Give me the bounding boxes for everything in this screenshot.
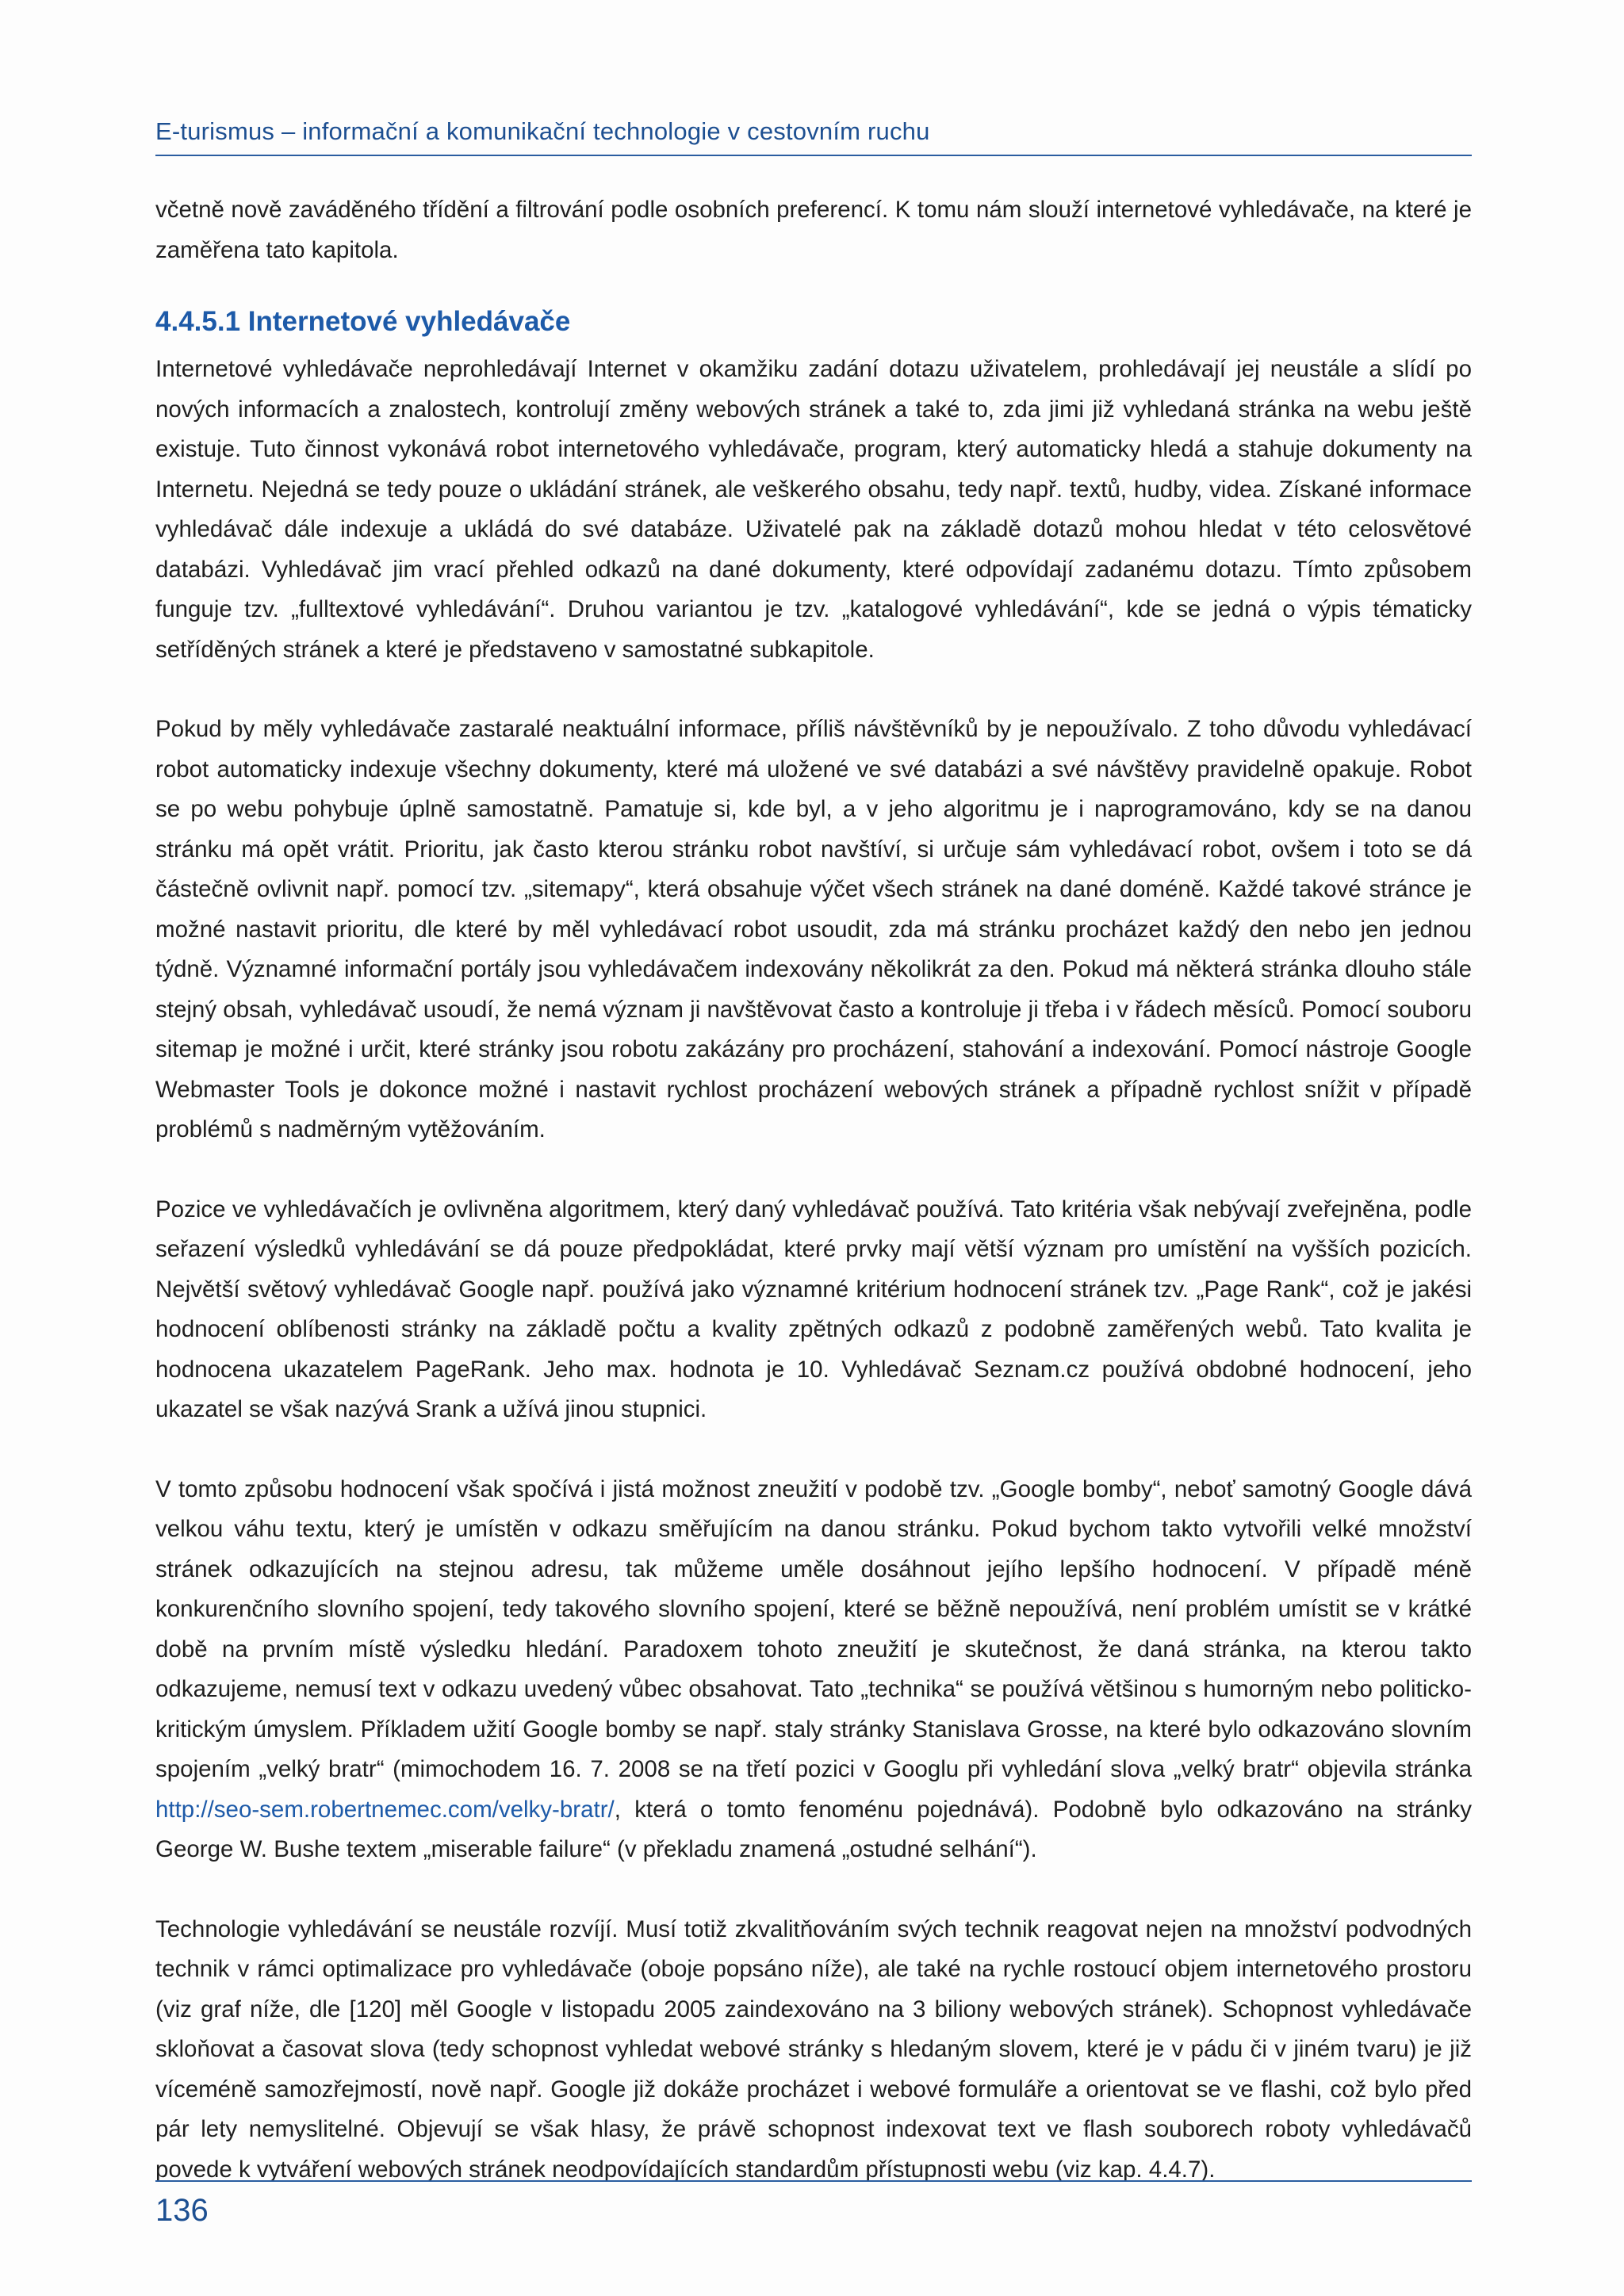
paragraph-4-text-after-link: , která o tomto fenoménu pojednává). Podobně bylo odkazováno na stránky George W. Bushe textem „miserable failure“ (v překladu znamená „ostudné selhání“). xyxy=(155,1796,1472,1862)
footer-rule xyxy=(155,2180,1472,2182)
paragraph-gap xyxy=(155,670,1472,710)
intro-paragraph: včetně nově zaváděného třídění a filtrování podle osobních preferencí. K tomu nám slouží internetové vyhledávače, na které je zaměřena tato kapitola. xyxy=(155,197,1472,263)
paragraph-gap xyxy=(155,1870,1472,1910)
seo-sem-link[interactable]: http://seo-sem.robertnemec.com/velky-bratr/ xyxy=(155,1796,615,1823)
paragraph-3: Pozice ve vyhledávačích je ovlivněna algoritmem, který daný vyhledávač používá. Tato kritéria však nebývají zveřejněna, podle seřazení výsledků vyhledávání se dá pouze předpokládat, které prvky mají větší význam pro umístění na vyšších pozicích. Největší světový vyhledávač Google např. používá jako významné kritérium hodnocení stránek tzv. „Page Rank“, což je jakési hodnocení oblíbenosti stránky na základě počtu a kvality zpětných odkazů z podobně zaměřených webů. Tato kvalita je hodnocena ukazatelem PageRank. Jeho max. hodnota je 10. Vyhledávač Seznam.cz používá obdobné hodnocení, jeho ukazatel se však nazývá Srank a užívá jinou stupnici. xyxy=(155,1196,1472,1422)
body-content xyxy=(155,190,1472,2190)
paragraph-gap xyxy=(155,1430,1472,1470)
paragraph-5: Technologie vyhledávání se neustále rozvíjí. Musí totiž zkvalitňováním svých technik reagovat nejen na množství podvodných technik v rámci optimalizace pro vyhledávače (oboje popsáno níže), ale také na rychle rostoucí objem internetového prostoru (viz graf níže, dle [120] měl Google v listopadu 2005 zaindexováno na 3 biliony webových stránek). Schopnost vyhledávače skloňovat a časovat slova (tedy schopnost vyhledat webové stránky s hledaným slovem, které je v pádu či v jiném tvaru) je již víceméně samozřejmostí, nově např. Google již dokáže procházet i webové formuláře a orientovat se ve flashi, což bylo před pár lety nemyslitelné. Objevují se však hlasy, že právě schopnost indexovat text ve flash souborech roboty vyhledávačů povede k vytváření webových stránek neodpovídajících standardům přístupnosti webu (viz kap. 4.4.7). xyxy=(155,1915,1472,2183)
paragraph-4-text-before-link: V tomto způsobu hodnocení však spočívá i jistá možnost zneužití v podobě tzv. „Google bomby“, neboť samotný Google dává velkou váhu textu, který je umístěn v odkazu směřujícím na danou stránku. Pokud bychom takto vytvořili velké množství stránek odkazujících na stejnou adresu, tak můžeme uměle dosáhnout jejího lepšího hodnocení. V případě méně konkurenčního slovního spojení, tedy takového slovního spojení, které se běžně nepoužívá, není problém umístit se v krátké době na prvním místě výsledku hledání. Paradoxem tohoto zneužití je skutečnost, že daná stránka, na kterou takto odkazujeme, nemusí text v odkazu uvedený vůbec obsahovat. Tato „technika“ se používá většinou s humorným nebo politicko-kritickým úmyslem. Příkladem užití Google bomby se např. staly stránky Stanislava Grosse, na které bylo odkazováno slovním spojením „velký bratr“ (mimochodem 16. 7. 2008 se na třetí pozici v Googlu při vyhledání slova „velký bratr“ objevila stránka xyxy=(155,1475,1472,1782)
paragraph-1: Internetové vyhledávače neprohledávají Internet v okamžiku zadání dotazu uživatelem, prohledávají jej neustále a slídí po nových informacích a znalostech, kontrolují změny webových stránek a také to, zda jimi již vyhledaná stránka na webu ještě existuje. Tuto činnost vykonává robot internetového vyhledávače, program, který automaticky hledá a stahuje dokumenty na Internetu. Nejedná se tedy pouze o ukládání stránek, ale veškerého obsahu, tedy např. textů, hudby, videa. Získané informace vyhledávač dále indexuje a ukládá do své databáze. Uživatelé pak na základě dotazů mohou hledat v této celosvětové databázi. Vyhledávač jim vrací přehled odkazů na dané dokumenty, které odpovídají zadanému dotazu. Tímto způsobem funguje tzv. „fulltextové vyhledávání“. Druhou variantou je tzv. „katalogové vyhledávání“, kde se jedná o výpis tématicky setříděných stránek a které je představeno v samostatné subkapitole. xyxy=(155,356,1472,663)
paragraph-4 xyxy=(155,1470,1472,1870)
section-heading: 4.4.5.1 Internetové vyhledávače xyxy=(155,306,571,337)
paragraph-2: Pokud by měly vyhledávače zastaralé neaktuální informace, příliš návštěvníků by je nepoužívalo. Z toho důvodu vyhledávací robot automaticky indexuje všechny dokumenty, které má uložené ve své databázi a své návštěvy pravidelně opakuje. Robot se po webu pohybuje úplně samostatně. Pamatuje si, kde byl, a v jeho algoritmu je i naprogramováno, kdy se na danou stránku má opět vrátit. Prioritu, jak často kterou stránku robot navštíví, si určuje sám vyhledávací robot, ovšem i toto se dá částečně ovlivnit např. pomocí tzv. „sitemapy“, která obsahuje výčet všech stránek na dané doméně. Každé takové stránce je možné nastavit prioritu, dle které by měl vyhledávací robot usoudit, zda má stránku procházet každý den nebo jen jednou týdně. Významné informační portály jsou vyhledávačem indexovány několikrát za den. Pokud má některá stránka dlouho stále stejný obsah, vyhledávač usoudí, že nemá význam ji navštěvovat často a kontroluje ji třeba i v řádech měsíců. Pomocí souboru sitemap je možné i určit, které stránky jsou robotu zakázány pro procházení, stahování a indexování. Pomocí nástroje Google Webmaster Tools je dokonce možné i nastavit rychlost procházení webových stránek a případně rychlost snížit v případě problémů s nadměrným vytěžováním. xyxy=(155,716,1472,1142)
header-rule xyxy=(155,155,1472,156)
running-header: E-turismus – informační a komunikační technologie v cestovním ruchu xyxy=(155,117,930,145)
paragraph-gap xyxy=(155,1150,1472,1190)
page-number: 136 xyxy=(155,2193,209,2228)
